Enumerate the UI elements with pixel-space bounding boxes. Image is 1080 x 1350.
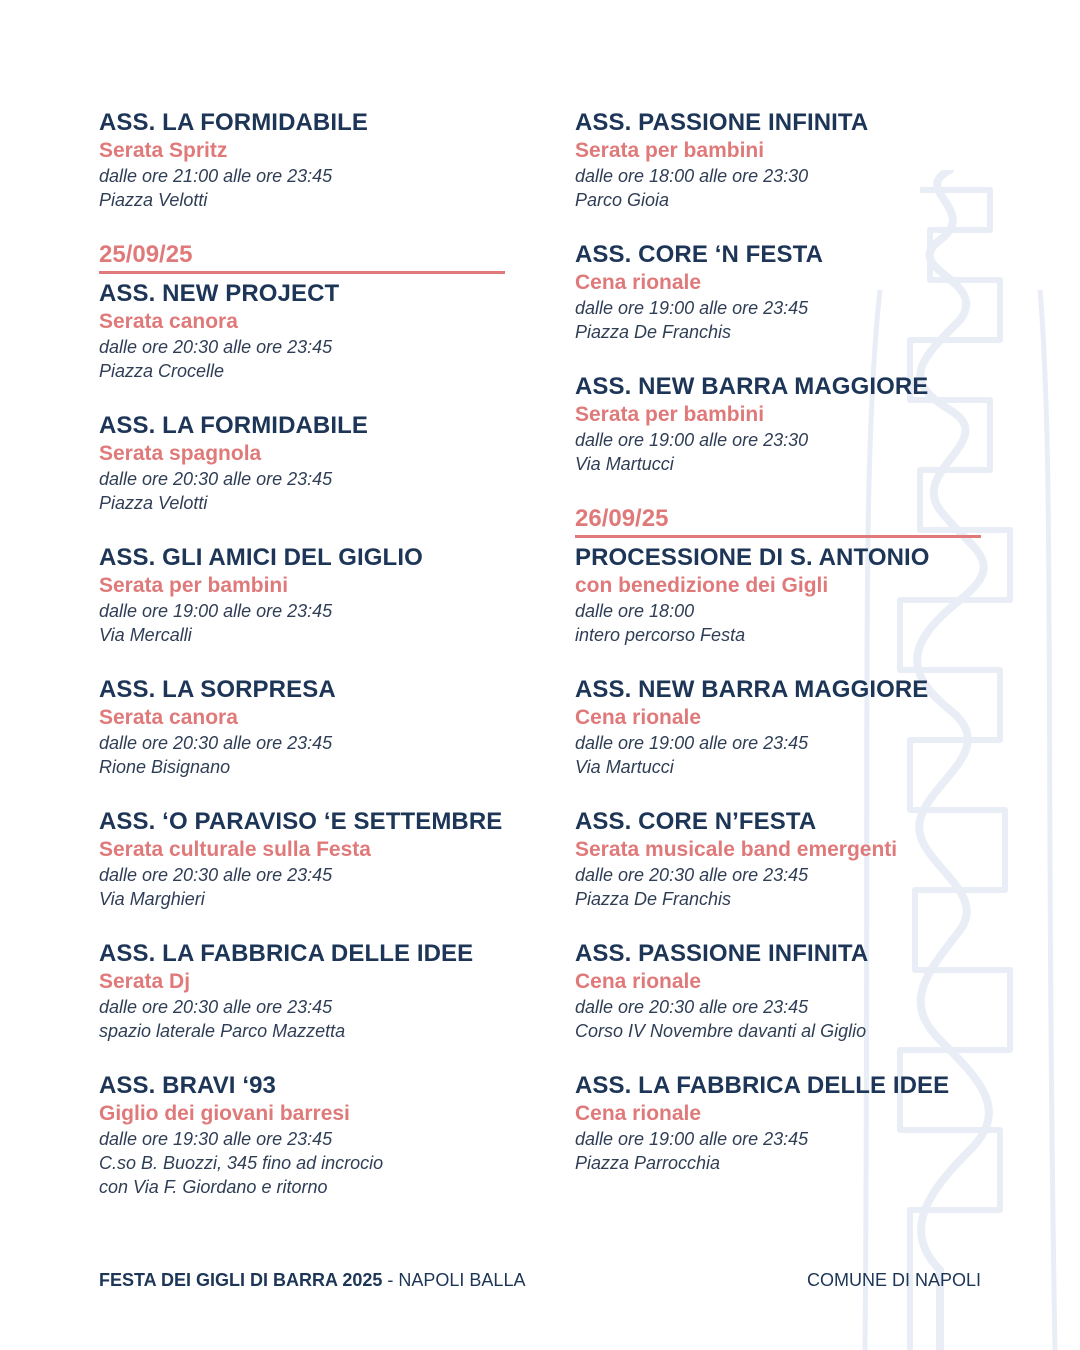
event-time: dalle ore 19:30 alle ore 23:45 — [99, 1129, 333, 1149]
event-time: dalle ore 20:30 alle ore 23:45 — [575, 997, 809, 1017]
event-time: dalle ore 20:30 alle ore 23:45 — [99, 865, 333, 885]
event-title: Serata per bambini — [99, 574, 289, 597]
event-time: dalle ore 19:00 alle ore 23:45 — [575, 298, 809, 318]
event-time: dalle ore 21:00 alle ore 23:45 — [99, 166, 333, 186]
event-place: Via Martucci — [575, 454, 674, 474]
event-organizer: ASS. PASSIONE INFINITA — [575, 940, 869, 967]
event-organizer: ASS. BRAVI ‘93 — [99, 1072, 277, 1099]
left-column — [99, 108, 539, 1203]
event-organizer: ASS. ‘O PARAVISO ‘E SETTEMBRE — [99, 808, 503, 835]
event-place: spazio laterale Parco Mazzetta — [99, 1021, 346, 1041]
event-title: Cena rionale — [575, 1102, 702, 1125]
footer-event-name: FESTA DEI GIGLI DI BARRA 2025 — [99, 1270, 383, 1290]
event-time: dalle ore 20:30 alle ore 23:45 — [575, 865, 809, 885]
event-place: Piazza Crocelle — [99, 361, 225, 381]
event-organizer: ASS. CORE ‘N FESTA — [575, 241, 824, 268]
event-entry — [575, 1071, 1015, 1203]
event-place: Via Martucci — [575, 757, 674, 777]
date-heading: 26/09/25 — [575, 504, 981, 538]
event-time: dalle ore 18:00 alle ore 23:30 — [575, 166, 809, 186]
event-entry — [99, 543, 539, 675]
event-title: Cena rionale — [575, 970, 702, 993]
event-organizer: ASS. LA FABBRICA DELLE IDEE — [575, 1072, 950, 1099]
event-time: dalle ore 18:00 — [575, 601, 695, 621]
event-entry — [99, 939, 539, 1071]
footer-separator: - — [382, 1270, 399, 1290]
event-place: C.so B. Buozzi, 345 fino ad incrocio — [99, 1153, 384, 1173]
event-place: Via Marghieri — [99, 889, 205, 909]
event-place: Parco Gioia — [575, 190, 670, 210]
event-title: Serata per bambini — [575, 403, 765, 426]
event-entry — [99, 807, 539, 939]
event-time: dalle ore 20:30 alle ore 23:45 — [99, 733, 333, 753]
event-entry — [99, 411, 539, 543]
event-title: Serata Dj — [99, 970, 191, 993]
event-entry — [575, 939, 1015, 1071]
event-title: Serata culturale sulla Festa — [99, 838, 371, 861]
event-time: dalle ore 20:30 alle ore 23:45 — [99, 337, 333, 357]
event-organizer: ASS. LA FORMIDABILE — [99, 109, 369, 136]
event-organizer: ASS. NEW PROJECT — [99, 280, 340, 307]
event-title: Serata musicale band emergenti — [575, 838, 898, 861]
event-entry — [575, 240, 1015, 372]
event-organizer: ASS. CORE N’FESTA — [575, 808, 817, 835]
event-time: dalle ore 20:30 alle ore 23:45 — [99, 469, 333, 489]
event-title: Serata per bambini — [575, 139, 765, 162]
event-title: Giglio dei giovani barresi — [99, 1102, 350, 1125]
event-place: Piazza De Franchis — [575, 889, 732, 909]
footer-organizer: COMUNE DI NAPOLI — [806, 1270, 981, 1290]
event-time: dalle ore 20:30 alle ore 23:45 — [99, 997, 333, 1017]
event-organizer: ASS. LA FABBRICA DELLE IDEE — [99, 940, 474, 967]
event-title: Serata canora — [99, 310, 238, 333]
event-time: dalle ore 19:00 alle ore 23:45 — [575, 1129, 809, 1149]
event-organizer: ASS. NEW BARRA MAGGIORE — [575, 676, 929, 703]
event-entry — [99, 675, 539, 807]
event-place: Piazza De Franchis — [575, 322, 732, 342]
event-time: dalle ore 19:00 alle ore 23:45 — [99, 601, 333, 621]
event-organizer: ASS. NEW BARRA MAGGIORE — [575, 373, 929, 400]
event-organizer: ASS. LA SORPRESA — [99, 676, 336, 703]
event-entry — [575, 807, 1015, 939]
footer-event-credit — [99, 1270, 525, 1291]
event-place-continued: con Via F. Giordano e ritorno — [99, 1177, 328, 1197]
event-place: Rione Bisignano — [99, 757, 231, 777]
event-entry — [99, 279, 539, 411]
event-entry — [575, 108, 1015, 240]
event-organizer: ASS. GLI AMICI DEL GIGLIO — [99, 544, 423, 571]
event-organizer: ASS. LA FORMIDABILE — [99, 412, 369, 439]
event-title: Serata canora — [99, 706, 238, 729]
event-entry — [575, 372, 1015, 504]
event-title: con benedizione dei Gigli — [575, 574, 829, 597]
footer-tagline: NAPOLI BALLA — [398, 1270, 526, 1290]
event-entry — [99, 1071, 539, 1203]
event-place: intero percorso Festa — [575, 625, 746, 645]
event-time: dalle ore 19:00 alle ore 23:30 — [575, 430, 809, 450]
event-place: Via Mercalli — [99, 625, 192, 645]
event-title: Cena rionale — [575, 706, 702, 729]
event-title: Serata spagnola — [99, 442, 262, 465]
right-column — [575, 108, 1015, 1203]
event-entry — [575, 675, 1015, 807]
event-title: Serata Spritz — [99, 139, 228, 162]
event-time: dalle ore 19:00 alle ore 23:45 — [575, 733, 809, 753]
event-organizer: PROCESSIONE DI S. ANTONIO — [575, 544, 930, 571]
event-title: Cena rionale — [575, 271, 702, 294]
event-place: Corso IV Novembre davanti al Giglio — [575, 1021, 867, 1041]
event-place: Piazza Parrocchia — [575, 1153, 721, 1173]
date-heading: 25/09/25 — [99, 240, 505, 274]
event-entry — [575, 543, 1015, 675]
event-place: Piazza Velotti — [99, 493, 208, 513]
event-entry — [99, 108, 539, 240]
event-place: Piazza Velotti — [99, 190, 208, 210]
event-organizer: ASS. PASSIONE INFINITA — [575, 109, 869, 136]
